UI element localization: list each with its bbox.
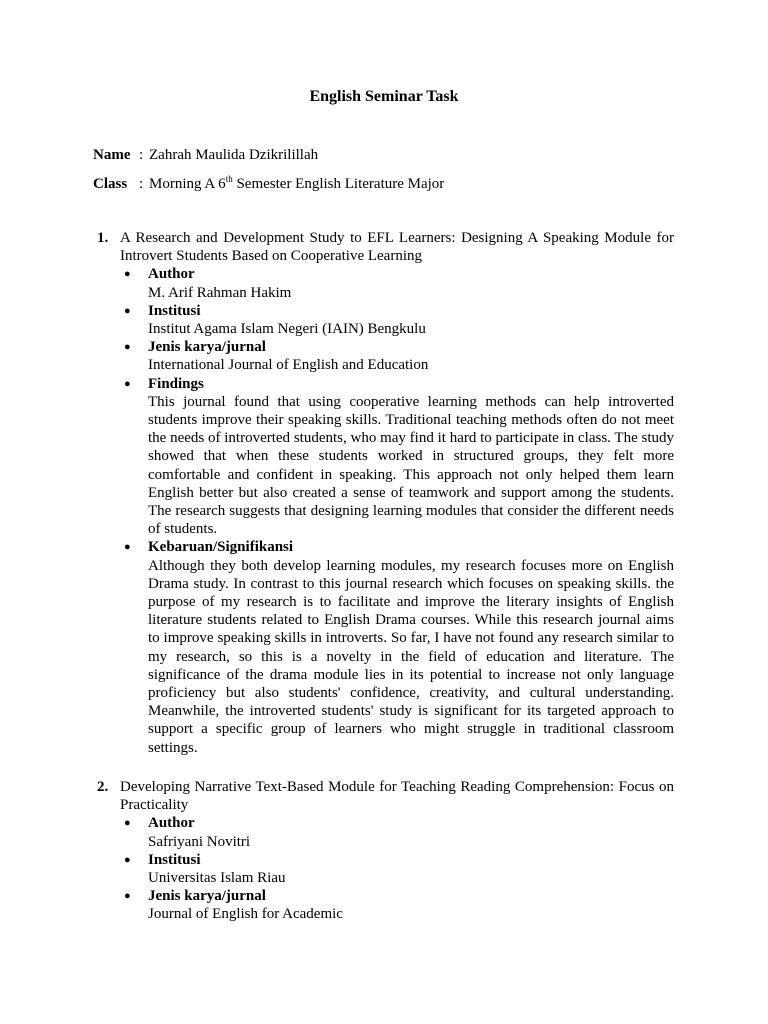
detail-label: Findings	[148, 375, 204, 392]
detail-institusi	[124, 851, 674, 887]
bullet-icon: ●	[124, 304, 131, 317]
detail-value: Institut Agama Islam Negeri (IAIN) Bengkulu	[148, 321, 426, 338]
bullet-icon: ●	[124, 377, 131, 390]
detail-jenis-karya	[124, 887, 674, 923]
detail-jenis-karya	[124, 338, 674, 374]
entry-details	[93, 265, 674, 756]
bullet-icon: ●	[124, 890, 131, 903]
name-value: Zahrah Maulida Dzikrilillah	[149, 147, 319, 163]
detail-label: Institusi	[148, 302, 201, 319]
detail-value: Safriyani Novitri	[148, 833, 251, 850]
detail-value: Although they both develop learning modules, my research focuses more on English Drama study. In contrast to this journal research which focuses on speaking skills. the purpose of my research is to facilitate and improve the literary insights of English literature students related to English Drama courses. While this research journal aims to improve speaking skills in introverts. So far, I have not found any research similar to my research, so this is a novelty in the field of education and literature. The significance of the drama module lies in its potential to increase not only language proficiency but also students' confidence, creativity, and cultural understanding. Meanwhile, the introverted students' study is significant for its targeted approach to support a specific group of learners who might struggle in traditional classroom settings.	[148, 557, 674, 756]
detail-label: Jenis karya/jurnal	[148, 339, 266, 356]
class-label: Class	[93, 176, 128, 192]
detail-findings	[124, 375, 674, 539]
detail-author	[124, 265, 674, 301]
bullet-icon: ●	[124, 268, 131, 281]
detail-value: M. Arif Rahman Hakim	[148, 284, 292, 301]
detail-value: This journal found that using cooperative learning methods can help introverted students improve their speaking skills. Traditional teaching methods often do not meet the needs of introverted students, who may find it hard to participate in class. The study showed that when these students worked in structured groups, they felt more comfortable and confident in speaking. This approach not only helped them learn English better but also created a sense of teamwork and support among the students. The research suggests that designing learning modules that consider the different needs of students.	[148, 393, 674, 538]
entry-details	[93, 814, 674, 923]
entry-title: Developing Narrative Text-Based Module for Teaching Reading Comprehension: Focus on Practicality	[120, 779, 674, 814]
name-colon: :	[139, 147, 144, 163]
detail-label: Institusi	[148, 851, 201, 868]
detail-value: International Journal of English and Education	[148, 357, 429, 374]
bullet-icon: ●	[124, 541, 131, 554]
document-title: English Seminar Task	[309, 88, 459, 105]
detail-value: Journal of English for Academic	[148, 906, 343, 923]
class-row	[93, 174, 444, 194]
bullet-icon: ●	[124, 817, 131, 830]
detail-label: Author	[148, 266, 195, 283]
journal-entry-2	[93, 778, 674, 924]
class-colon: :	[139, 176, 144, 192]
detail-institusi	[124, 302, 674, 338]
name-row	[93, 145, 318, 165]
entry-number: 2.	[97, 779, 109, 795]
detail-label: Jenis karya/jurnal	[148, 888, 266, 905]
entry-title: A Research and Development Study to EFL Learners: Designing A Speaking Module for Introvert Students Based on Cooperative Learning	[120, 230, 674, 265]
entry-number: 1.	[97, 230, 109, 246]
detail-label: Kebaruan/Signifikansi	[148, 539, 294, 556]
class-value-sup: th	[225, 174, 233, 184]
detail-author	[124, 814, 674, 850]
class-value-post: Semester English Literature Major	[232, 176, 445, 192]
class-value-pre: Morning A 6	[149, 176, 226, 192]
bullet-icon: ●	[124, 341, 131, 354]
bullet-icon: ●	[124, 853, 131, 866]
name-label: Name	[93, 147, 131, 163]
detail-label: Author	[148, 815, 195, 832]
detail-kebaruan	[124, 538, 674, 756]
detail-value: Universitas Islam Riau	[148, 870, 286, 887]
journal-entry-1	[93, 229, 674, 757]
